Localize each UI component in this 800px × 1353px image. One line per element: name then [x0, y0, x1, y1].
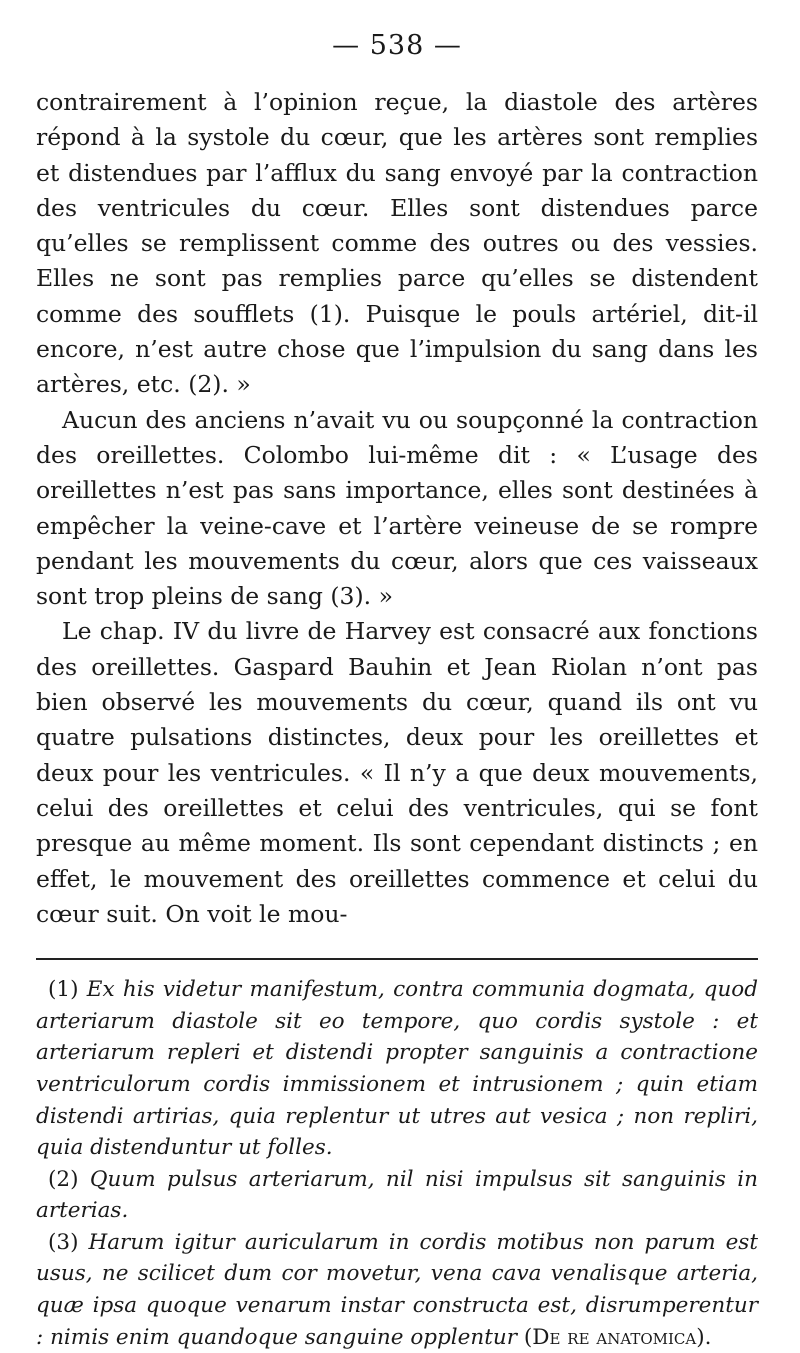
footnotes — [36, 974, 758, 1353]
footnote-2 — [36, 1164, 758, 1227]
paragraph-3: Le chap. IV du livre de Harvey est consacré aux fonctions des oreillettes. Gaspard Bauhin et Jean Riolan n’ont pas bien observé les mouvements du cœur, quand ils ont vu quatre pulsations distinctes, deux pour les oreillettes et deux pour les ventricules. « Il n’y a que deux mouvements, celui des oreillettes et celui des ventricules, qui se font presque au même moment. Ils sont cependant distincts ; en effet, le mouvement des oreillettes commence et celui du cœur suit. On voit le mou- — [36, 617, 758, 928]
footnote-text: Quum pulsus arteriarum, nil nisi impulsus sit sanguinis in arterias. — [36, 1166, 759, 1224]
body-text — [36, 85, 758, 932]
footnote-text: Ex his videtur manifestum, contra communia dogmata, quod arteriarum diastole sit eo tempore, quo cordis systole : et arteriarum repleri et distendi propter sanguinis a contractione ventriculorum cordis immissionem et intrusionem ; quin etiam distendi artirias, quia replentur ut utres aut vesica ; non repliri, quia distenduntur ut folles. — [36, 977, 758, 1161]
footnote-mark: (1) — [48, 977, 79, 1003]
paragraph-1: contrairement à l’opinion reçue, la diastole des artères répond à la systole du cœur, que les artères sont remplies et distendues par l’afflux du sang envoyé par la contraction des ventricules du cœur. Elles sont distendues parce qu’elles se remplissent comme des outres ou des vessies. Elles ne sont pas remplies parce qu’elles se distendent comme des soufflets (1). Puisque le pouls artériel, dit-il encore, n’est autre chose que l’impulsion du sang dans les artères, etc. (2). » — [36, 88, 758, 399]
footnote-separator — [36, 958, 758, 960]
footnote-mark: (3) — [48, 1229, 79, 1255]
footnote-1 — [36, 974, 758, 1164]
page-number: — 538 — — [332, 30, 462, 61]
paragraph-2: Aucun des anciens n’avait vu ou soupçonné la contraction des oreillettes. Colombo lui-même dit : « L’usage des oreillettes n’est pas sans importance, elles sont destinées à empêcher la veine-cave et l’artère veineuse de se rompre pendant les mouvements du cœur, alors que ces vaisseaux sont trop pleins de sang (3). » — [36, 405, 758, 611]
footnote-mark: (2) — [48, 1166, 79, 1192]
footnote-text: Harum igitur auricularum in cordis motibus non parum est usus, ne scilicet dum cor movetur, vena cava venalisque arteria, quæ ipsa quoque venarum instar constructa est, disrumperentur : nimis enim quandoque sanguine opplentur — [36, 1229, 758, 1350]
footnote-3 — [36, 1227, 758, 1353]
footnote-source: (De re anatomica). — [523, 1324, 712, 1350]
